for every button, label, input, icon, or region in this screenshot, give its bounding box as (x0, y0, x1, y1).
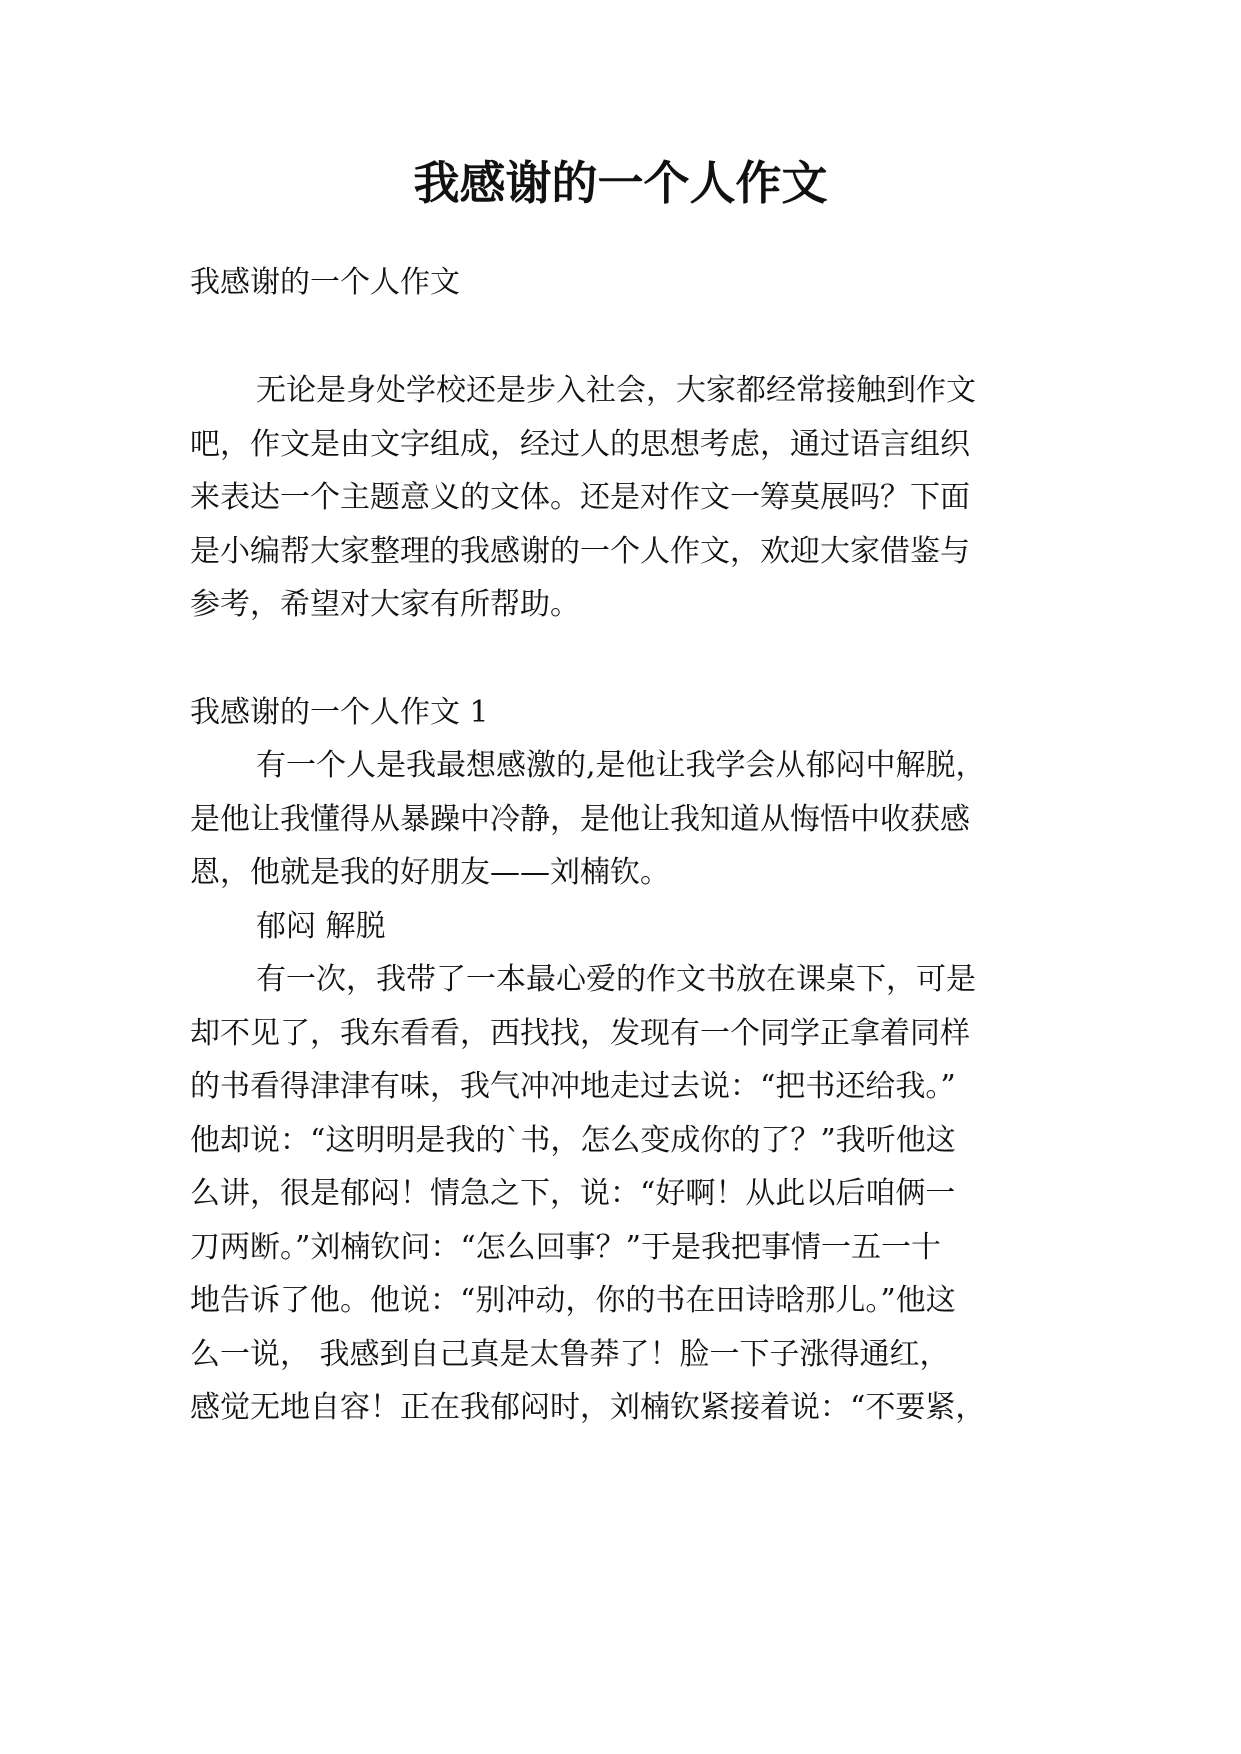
text-line: 参考，希望对大家有所帮助。 (190, 587, 580, 622)
text-line: 地告诉了他。他说：“别冲动，你的书在田诗晗那儿。”他这 (190, 1283, 956, 1318)
text-line: 刀两断。”刘楠钦问：“怎么回事？”于是我把事情一五一十 (190, 1230, 942, 1265)
text-line: 的书看得津津有味，我气冲冲地走过去说：“把书还给我。” (190, 1069, 956, 1104)
document-subtitle: 我感谢的一个人作文 (190, 265, 460, 300)
text-line: 吧，作文是由文字组成，经过人的思想考虑，通过语言组织 (190, 427, 970, 462)
text-line: 么讲，很是郁闷！情急之下，说：“好啊！从此以后咱俩一 (190, 1176, 956, 1211)
text-line: 是小编帮大家整理的我感谢的一个人作文，欢迎大家借鉴与 (190, 534, 970, 569)
text-line: 是他让我懂得从暴躁中冷静，是他让我知道从悔悟中收获感 (190, 802, 970, 837)
document-title: 我感谢的一个人作文 (413, 156, 828, 210)
text-line: 有一次，我带了一本最心爱的作文书放在课桌下，可是 (256, 962, 976, 997)
text-line: 有一个人是我最想感激的,是他让我学会从郁闷中解脱， (256, 748, 986, 783)
text-line: 无论是身处学校还是步入社会，大家都经常接触到作文 (256, 373, 976, 408)
text-line: 恩，他就是我的好朋友——刘楠钦。 (190, 855, 670, 890)
text-line: 来表达一个主题意义的文体。还是对作文一筹莫展吗？下面 (190, 480, 970, 515)
section-heading: 我感谢的一个人作文 1 (190, 695, 489, 730)
text-line: 他却说：“这明明是我的`书，怎么变成你的了？”我听他这 (190, 1123, 956, 1158)
text-line: 么一说， 我感到自己真是太鲁莽了！脸一下子涨得通红， (190, 1337, 950, 1372)
text-line: 感觉无地自容！正在我郁闷时，刘楠钦紧接着说：“不要紧， (190, 1390, 986, 1425)
text-line: 却不见了，我东看看，西找找，发现有一个同学正拿着同样 (190, 1016, 970, 1051)
subheading: 郁闷 解脱 (256, 909, 386, 944)
